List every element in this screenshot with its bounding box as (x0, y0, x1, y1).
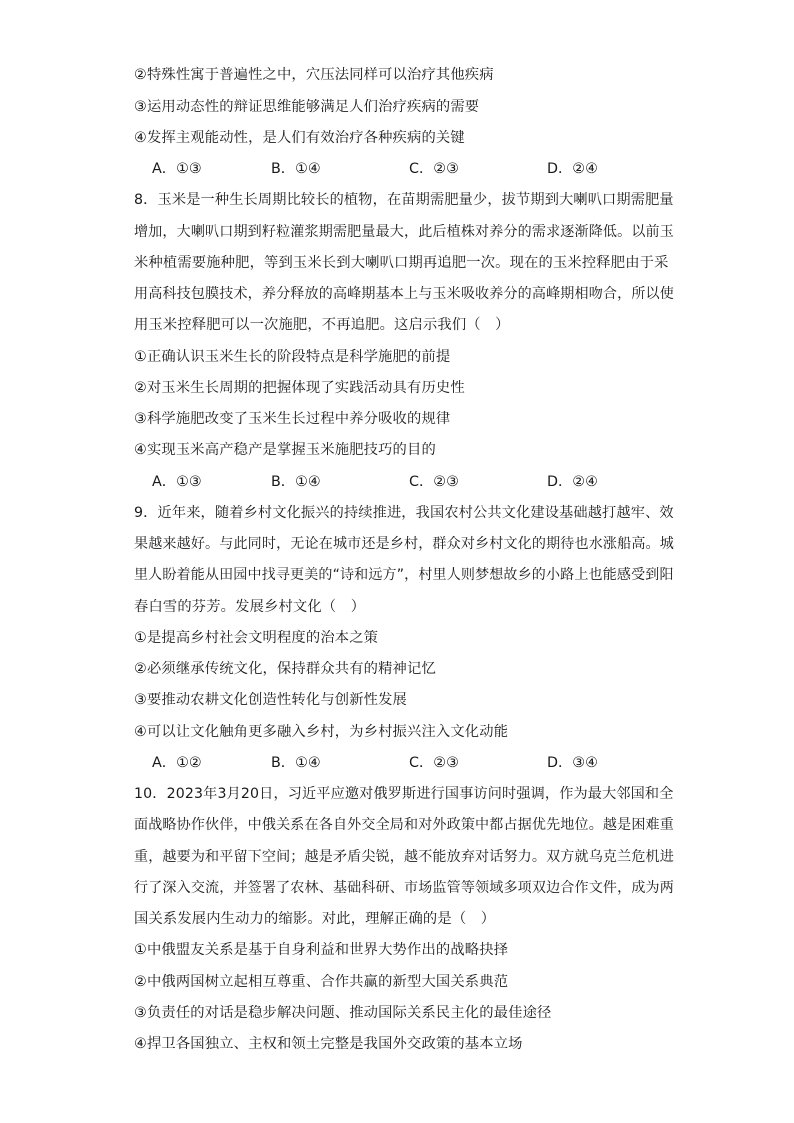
q7-option-c: C．②③ (409, 161, 459, 177)
q8-stem-line: 8．玉米是一种生长周期比较长的植物，在苗期需肥量少，拔节期到大喇叭口期需肥量 (134, 192, 674, 208)
q9-statement-4: ④可以让文化触角更多融入乡村，为乡村振兴注入文化动能 (134, 724, 509, 740)
q8-option-c: C．②③ (409, 474, 459, 490)
q7-statement-4: ④发挥主观能动性，是人们有效治疗各种疾病的关键 (134, 130, 465, 146)
q10-statement-1: ①中俄盟友关系是基于自身利益和世界大势作出的战略抉择 (134, 942, 509, 958)
q8-statement-2: ②对玉米生长周期的把握体现了实践活动具有历史性 (134, 380, 465, 396)
q9-option-d: D．③④ (547, 755, 598, 771)
q8-option-a: A．①③ (152, 474, 202, 490)
q7-option-b: B．①④ (271, 161, 321, 177)
q8-stem-line: 用高科技包膜技术，养分释放的高峰期基本上与玉米吸收养分的高峰期相吻合，所以使 (134, 286, 674, 302)
q9-stem-line: 9．近年来，随着乡村文化振兴的持续推进，我国农村公共文化建设基础越打越牢、效 (134, 505, 674, 521)
q8-option-d: D．②④ (547, 474, 598, 490)
q8-statement-3: ③科学施肥改变了玉米生长过程中养分吸收的规律 (134, 411, 451, 427)
q9-stem-line: 里人盼着能从田园中找寻更美的“诗和远方”，村里人则梦想故乡的小路上也能感受到阳 (134, 567, 674, 583)
q7-statement-2: ②特殊性寓于普遍性之中，穴压法同样可以治疗其他疾病 (134, 67, 494, 83)
q7-statement-3: ③运用动态性的辩证思维能够满足人们治疗疾病的需要 (134, 99, 480, 115)
q9-option-a: A．①② (152, 755, 202, 771)
q9-statement-1: ①是提高乡村社会文明程度的治本之策 (134, 630, 379, 646)
q9-option-c: C．②③ (409, 755, 459, 771)
q8-statement-4: ④实现玉米高产稳产是掌握玉米施肥技巧的目的 (134, 442, 436, 458)
q8-stem-line: 用玉米控释肥可以一次施肥，不再追肥。这启示我们（ ） (134, 317, 510, 333)
q9-statement-2: ②必须继承传统文化，保持群众共有的精神记忆 (134, 661, 436, 677)
q9-statement-3: ③要推动农耕文化创造性转化与创新性发展 (134, 692, 408, 708)
q8-stem-line: 米种植需要施种肥，等到玉米长到大喇叭口期再追肥一次。现在的玉米控释肥由于采 (134, 255, 669, 271)
q8-stem-line: 增加，大喇叭口期到籽粒灌浆期需肥量最大，此后植株对养分的需求逐渐降低。以前玉 (134, 224, 674, 240)
q10-statement-2: ②中俄两国树立起相互尊重、合作共赢的新型大国关系典范 (134, 974, 509, 990)
q8-option-b: B．①④ (271, 474, 321, 490)
q10-statement-3: ③负责任的对话是稳步解决问题、推动国际关系民主化的最佳途径 (134, 1005, 552, 1021)
q10-stem-line: 行了深入交流，并签署了农林、基础科研、市场监管等领域多项双边合作文件，成为两 (134, 880, 674, 896)
q10-stem-line: 10．2023年3月20日，习近平应邀对俄罗斯进行国事访问时强调，作为最大邻国和全 (134, 786, 674, 802)
q9-stem-line: 春白雪的芬芳。发展乡村文化（ ） (134, 599, 366, 615)
q8-statement-1: ①正确认识玉米生长的阶段特点是科学施肥的前提 (134, 349, 451, 365)
q10-statement-4: ④捍卫各国独立、主权和领土完整是我国外交政策的基本立场 (134, 1036, 523, 1052)
q7-option-d: D．②④ (547, 161, 598, 177)
q10-stem-line: 国关系发展内生动力的缩影。对此，理解正确的是（ ） (134, 911, 496, 927)
q10-stem-line: 面战略协作伙伴，中俄关系在各自外交全局和对外政策中都占据优先地位。越是困难重 (134, 817, 674, 833)
q9-option-b: B．①④ (271, 755, 321, 771)
q9-stem-line: 果越来越好。与此同时，无论在城市还是乡村，群众对乡村文化的期待也水涨船高。城 (134, 536, 674, 552)
q10-stem-line: 重，越要为和平留下空间；越是矛盾尖锐，越不能放弃对话努力。双方就乌克兰危机进 (134, 849, 674, 865)
q7-option-a: A．①③ (152, 161, 202, 177)
